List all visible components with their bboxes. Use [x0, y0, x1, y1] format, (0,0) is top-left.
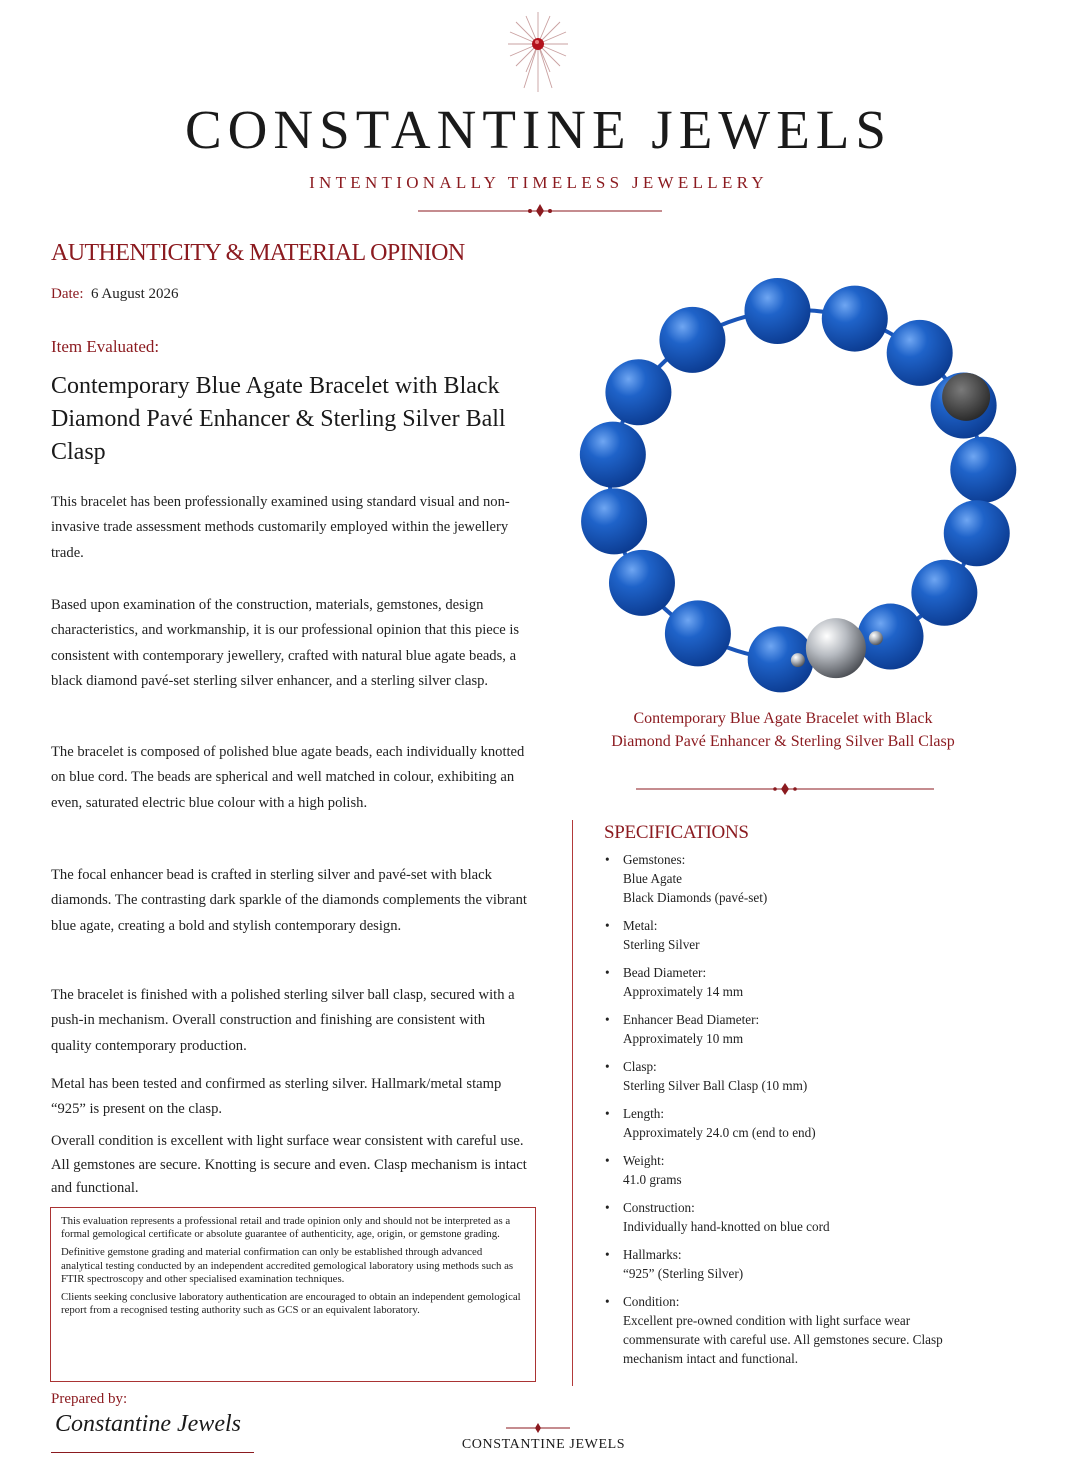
agate-bead: [950, 437, 1016, 503]
signature: Constantine Jewels: [55, 1411, 241, 1437]
divider-ornament-icon: [418, 202, 662, 218]
bullet-icon: •: [605, 1294, 610, 1309]
spec-value: Approximately 14 mm: [623, 984, 744, 999]
bullet-icon: •: [605, 965, 610, 980]
spec-item: [605, 1010, 985, 1048]
spec-item: [605, 1151, 985, 1189]
spec-value: “925” (Sterling Silver): [623, 1266, 744, 1281]
spec-label: Hallmarks:: [623, 1247, 682, 1262]
agate-bead: [944, 500, 1010, 566]
footer-brand: CONSTANTINE JEWELS: [461, 1437, 626, 1452]
date-row: [51, 286, 179, 303]
spec-value: Sterling Silver Ball Clasp (10 mm): [623, 1078, 808, 1093]
divider-ornament-icon: [636, 781, 934, 797]
disclaimer-text: Definitive gemstone grading and material confirmation can only be established through advanced analytical testing conducted by an independent accredited gemological laboratory using methods such as FTIR spectroscopy and other specialised examination techniques.: [61, 1246, 514, 1285]
agate-bead: [609, 550, 675, 616]
bullet-icon: •: [605, 852, 610, 867]
paragraph-examination: This bracelet has been professionally examined using standard visual and non-invasive trade assessment methods customarily employed within the jewellery trade.: [51, 494, 510, 561]
bullet-icon: •: [605, 1153, 610, 1168]
spec-label: Weight:: [623, 1153, 665, 1168]
paragraph-enhancer: The focal enhancer bead is crafted in sterling silver and pavé-set with black diamonds. The contrasting dark sparkle of the diamonds complements the vibrant blue agate, creating a bold and stylish contemporary design.: [51, 867, 527, 934]
bullet-icon: •: [605, 1012, 610, 1027]
star-logo-icon: [504, 10, 572, 94]
brand-tagline: INTENTIONALLY TIMELESS JEWELLERY: [309, 173, 768, 192]
bullet-icon: •: [605, 1106, 610, 1121]
paragraph-clasp: The bracelet is finished with a polished sterling silver ball clasp, secured with a push-in mechanism. Overall construction and finishing are consistent with quality contemporary production.: [51, 987, 515, 1054]
spec-item: [605, 963, 985, 1001]
agate-bead: [580, 422, 646, 488]
spec-item: [605, 1198, 985, 1236]
photo-caption: Contemporary Blue Agate Bracelet with Black Diamond Pavé Enhancer & Sterling Silver Ball Clasp: [611, 710, 955, 750]
agate-bead: [605, 359, 671, 425]
silver-ball-clasp: [806, 618, 866, 678]
spec-value: Blue Agate Black Diamonds (pavé-set): [623, 871, 768, 905]
spec-item: [605, 1104, 985, 1142]
spec-item: [605, 1245, 985, 1283]
spec-label: Length:: [623, 1106, 665, 1121]
footer-ornament-icon: [506, 1422, 570, 1434]
spec-value: Excellent pre-owned condition with light surface wear commensurate with careful use. All gemstones secure. Clasp mechanism intact and functional.: [623, 1313, 943, 1366]
agate-bead: [581, 488, 647, 554]
specifications-list: [605, 850, 985, 1377]
spec-label: Clasp:: [623, 1059, 657, 1074]
document-title: AUTHENTICITY & MATERIAL OPINION: [51, 240, 465, 266]
agate-bead: [911, 560, 977, 626]
agate-bead: [822, 286, 888, 352]
spec-label: Construction:: [623, 1200, 695, 1215]
paragraph-opinion: Based upon examination of the construction, materials, gemstones, design characteristics, and workmanship, it is our professional opinion that this piece is consistent with contemporary jewellery, crafted with natural blue agate beads, a black diamond pavé-set sterling silver enhancer, and a sterling silver clasp.: [51, 597, 520, 690]
item-title: Contemporary Blue Agate Bracelet with Black Diamond Pavé Enhancer & Sterling Silver Ball Clasp: [51, 373, 506, 465]
bullet-icon: •: [605, 1200, 610, 1215]
spec-label: Condition:: [623, 1294, 680, 1309]
bracelet-beads: [580, 278, 1016, 692]
disclaimer-text: This evaluation represents a professional retail and trade opinion only and should not be interpreted as a formal gemological certificate or absolute guarantee of authenticity, age, origin, or gemstone grading.: [61, 1215, 511, 1241]
paragraph-condition: Overall condition is excellent with light surface wear consistent with careful use. All gemstones are secure. Knotting is secure and even. Clasp mechanism is intact and functional.: [51, 1133, 527, 1196]
spec-label: Gemstones:: [623, 852, 686, 867]
specifications-title: SPECIFICATIONS: [604, 822, 749, 843]
spec-label: Bead Diameter:: [623, 965, 707, 980]
spec-value: Approximately 10 mm: [623, 1031, 744, 1046]
date-value: 6 August 2026: [90, 286, 179, 302]
silver-spacer-bead: [869, 631, 883, 645]
agate-bead: [665, 600, 731, 666]
item-evaluated-label: Item Evaluated:: [51, 337, 160, 356]
spec-item: [605, 850, 985, 907]
spec-value: 41.0 grams: [623, 1172, 682, 1187]
brand-name: CONSTANTINE JEWELS: [184, 99, 892, 160]
agate-bead: [744, 278, 810, 344]
column-divider: [572, 820, 573, 1386]
bracelet-photo: [567, 270, 1027, 700]
bullet-icon: •: [605, 918, 610, 933]
pave-enhancer-bead: [942, 373, 990, 421]
spec-label: Enhancer Bead Diameter:: [623, 1012, 760, 1027]
bullet-icon: •: [605, 1247, 610, 1262]
date-label: Date:: [51, 286, 84, 302]
spec-label: Metal:: [623, 918, 658, 933]
prepared-by-label: Prepared by:: [51, 1391, 128, 1407]
agate-bead: [659, 307, 725, 373]
agate-bead: [887, 320, 953, 386]
silver-spacer-bead: [791, 653, 805, 667]
paragraph-metal: Metal has been tested and confirmed as sterling silver. Hallmark/metal stamp “925” is present on the clasp.: [51, 1076, 502, 1118]
spec-value: Individually hand-knotted on blue cord: [623, 1219, 830, 1234]
bullet-icon: •: [605, 1059, 610, 1074]
spec-value: Approximately 24.0 cm (end to end): [623, 1125, 816, 1140]
spec-item: [605, 1057, 985, 1095]
paragraph-beads: The bracelet is composed of polished blue agate beads, each individually knotted on blue cord. The beads are spherical and well matched in colour, exhibiting an even, saturated electric blue colour with a high polish.: [51, 744, 525, 811]
disclaimer-text: Clients seeking conclusive laboratory authentication are encouraged to obtain an independent gemological report from a recognised testing authority such as GCS or an equivalent laboratory.: [61, 1291, 521, 1317]
spec-value: Sterling Silver: [623, 937, 700, 952]
spec-item: [605, 916, 985, 954]
disclaimer-box: [50, 1207, 536, 1382]
spec-item: [605, 1292, 985, 1368]
agate-bead: [858, 604, 924, 670]
